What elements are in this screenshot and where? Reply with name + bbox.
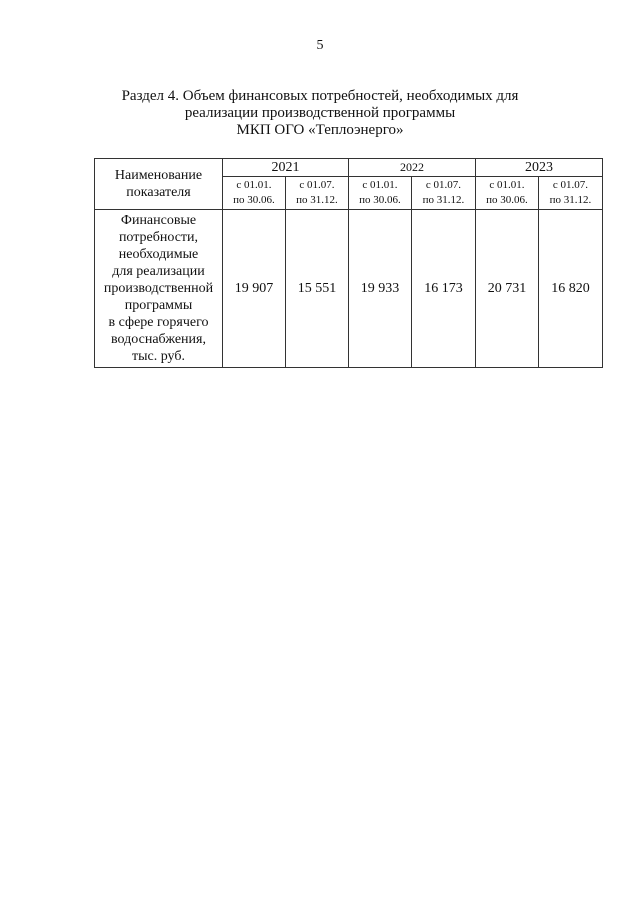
row-label-line: водоснабжения, — [111, 332, 206, 347]
period-end: по 30.06. — [233, 194, 275, 206]
table-header-row-years — [95, 159, 603, 177]
row-label-line: в сфере горячего — [108, 315, 209, 330]
year-header-2022: 2022 — [349, 159, 476, 177]
row-label-cell — [95, 210, 223, 368]
period-start: с 01.01. — [236, 179, 272, 191]
year-header-2023: 2023 — [476, 159, 603, 177]
indicator-header-cell — [95, 159, 223, 210]
value-cell-2023-h1: 20 731 — [476, 210, 539, 368]
period-end: по 30.06. — [486, 194, 528, 206]
page-number: 5 — [316, 38, 324, 53]
value-cell-2022-h1: 19 933 — [349, 210, 412, 368]
section-title-line-2: реализации производственной программы — [184, 105, 456, 121]
period-end: по 31.12. — [422, 194, 465, 206]
period-header-cell — [476, 177, 539, 210]
period-header-cell — [223, 177, 286, 210]
row-label-line: Финансовые — [120, 213, 197, 228]
period-end: по 30.06. — [359, 194, 401, 206]
table-row — [95, 210, 603, 368]
row-label-line: производственной — [103, 281, 214, 296]
financial-needs-table — [94, 158, 603, 368]
period-start: с 01.07. — [552, 179, 589, 191]
value-cell-2021-h1: 19 907 — [223, 210, 286, 368]
row-label-line: потребности, — [118, 230, 199, 245]
period-end: по 31.12. — [296, 194, 338, 206]
period-header-cell — [349, 177, 412, 210]
row-label-line: необходимые — [118, 247, 199, 262]
period-start: с 01.07. — [425, 179, 462, 191]
row-label-line: программы — [124, 298, 193, 313]
row-label-line: для реализации — [112, 264, 205, 279]
period-header-cell — [286, 177, 349, 210]
year-header-2021: 2021 — [223, 159, 349, 177]
row-label-line: тыс. руб. — [132, 349, 185, 364]
value-cell-2023-h2: 16 820 — [539, 210, 603, 368]
indicator-header-line-2: показателя — [126, 185, 191, 200]
section-title — [0, 88, 640, 139]
section-title-line-3: МКП ОГО «Теплоэнерго» — [236, 122, 404, 138]
period-header-cell — [539, 177, 603, 210]
period-end: по 31.12. — [549, 194, 592, 206]
section-title-line-1: Раздел 4. Объем финансовых потребностей, необходимых для — [121, 88, 519, 104]
value-cell-2022-h2: 16 173 — [412, 210, 476, 368]
period-start: с 01.01. — [489, 179, 525, 191]
period-header-cell — [412, 177, 476, 210]
period-start: с 01.01. — [362, 179, 398, 191]
indicator-header-line-1: Наименование — [114, 168, 203, 183]
value-cell-2021-h2: 15 551 — [286, 210, 349, 368]
period-start: с 01.07. — [299, 179, 335, 191]
